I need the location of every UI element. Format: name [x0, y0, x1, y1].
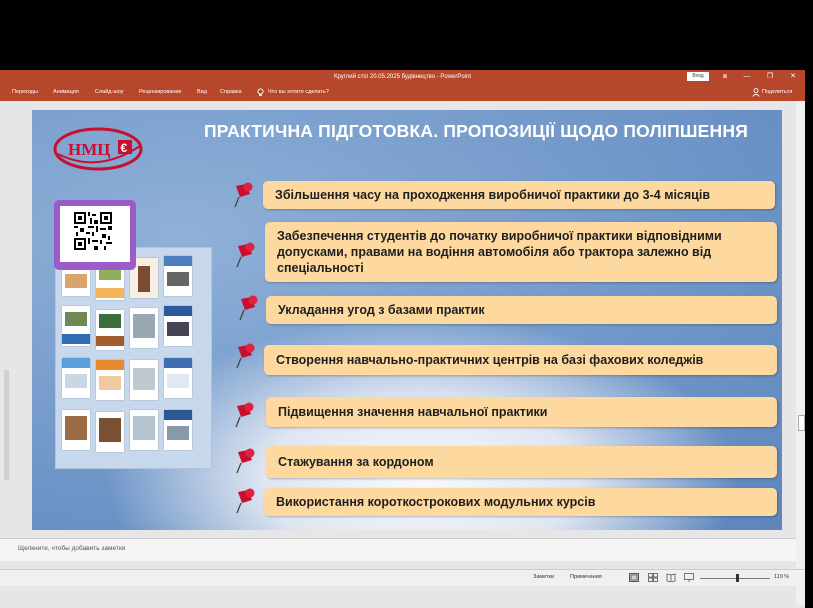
scroll-thumb[interactable] — [798, 415, 805, 431]
pushpin-icon — [234, 242, 256, 268]
slide-sorter-icon[interactable] — [648, 573, 658, 582]
tab-animations[interactable]: Анимация — [53, 89, 79, 95]
bullet-item: Підвищення значення навчальної практики — [266, 397, 777, 427]
ribbon-display-icon[interactable]: ⧈ — [722, 73, 728, 80]
zoom-slider[interactable] — [700, 578, 770, 579]
notes-pane[interactable] — [0, 538, 796, 561]
tab-help[interactable]: Справка — [220, 89, 242, 95]
pushpin-icon — [234, 343, 256, 369]
tab-view[interactable]: Вид — [197, 89, 207, 95]
slide-title: ПРАКТИЧНА ПІДГОТОВКА. ПРОПОЗИЦІЇ ЩОДО ПОЛІПШЕННЯ — [204, 121, 748, 141]
tab-review[interactable]: Рецензирование — [139, 89, 182, 95]
share-button[interactable]: Поделиться — [762, 89, 793, 95]
ribbon-tabs — [0, 84, 805, 101]
bullet-item: Використання короткострокових модульних курсів — [264, 488, 777, 516]
vertical-scrollbar[interactable] — [796, 101, 805, 605]
title-bar — [0, 70, 805, 84]
pushpin-icon — [234, 448, 256, 474]
notes-toggle[interactable]: Заметки — [533, 574, 555, 580]
bullet-item: Забезпечення студентів до початку виробничої практики відповідними допусками, правами на водіння автомобіля або трактора залежно від спеціальності — [265, 222, 777, 282]
thumbnail-scrollbar[interactable] — [4, 370, 9, 480]
lightbulb-icon — [257, 88, 264, 97]
brochures-collage — [55, 247, 212, 469]
window-title: Круглий стіл 20.05.2025 будівництво - PowerPoint — [333, 74, 472, 80]
pushpin-icon — [234, 488, 256, 514]
close-icon[interactable]: ✕ — [790, 73, 796, 80]
status-bar — [0, 569, 805, 586]
normal-view-icon[interactable] — [629, 573, 639, 582]
reading-view-icon[interactable] — [666, 573, 676, 582]
minimize-icon[interactable]: — — [743, 73, 751, 80]
pushpin-icon — [232, 182, 254, 208]
tab-transitions[interactable]: Переходы — [12, 89, 38, 95]
pushpin-icon — [233, 402, 255, 428]
bullet-item: Збільшення часу на проходження виробничої практики до 3-4 місяців — [263, 181, 775, 209]
tell-me-search[interactable]: Что вы хотите сделать? — [268, 89, 329, 95]
bullet-item: Стажування за кордоном — [266, 446, 777, 478]
bullet-item: Створення навчально-практичних центрів на базі фахових коледжів — [264, 345, 777, 375]
notes-placeholder[interactable]: Щелкните, чтобы добавить заметки — [18, 545, 126, 552]
slideshow-icon[interactable] — [684, 573, 694, 582]
zoom-slider-thumb[interactable] — [736, 574, 739, 582]
comments-toggle[interactable]: Примечания — [570, 574, 602, 580]
svg-text:€: € — [120, 141, 128, 155]
nmc-logo — [52, 124, 146, 174]
qr-code-card — [54, 200, 136, 270]
restore-icon[interactable]: ❐ — [766, 73, 774, 80]
slide-canvas[interactable] — [32, 110, 782, 530]
bullet-item: Укладання угод з базами практик — [266, 296, 777, 324]
zoom-level[interactable]: 119 % — [774, 574, 790, 580]
logo-text: НМЦ — [68, 140, 111, 159]
tab-slideshow[interactable]: Слайд-шоу — [95, 89, 124, 95]
qr-code-icon — [74, 212, 112, 250]
person-icon — [752, 88, 760, 97]
powerpoint-window — [0, 70, 805, 585]
pushpin-icon — [237, 295, 259, 321]
sign-in-button[interactable]: Вход — [687, 72, 709, 81]
